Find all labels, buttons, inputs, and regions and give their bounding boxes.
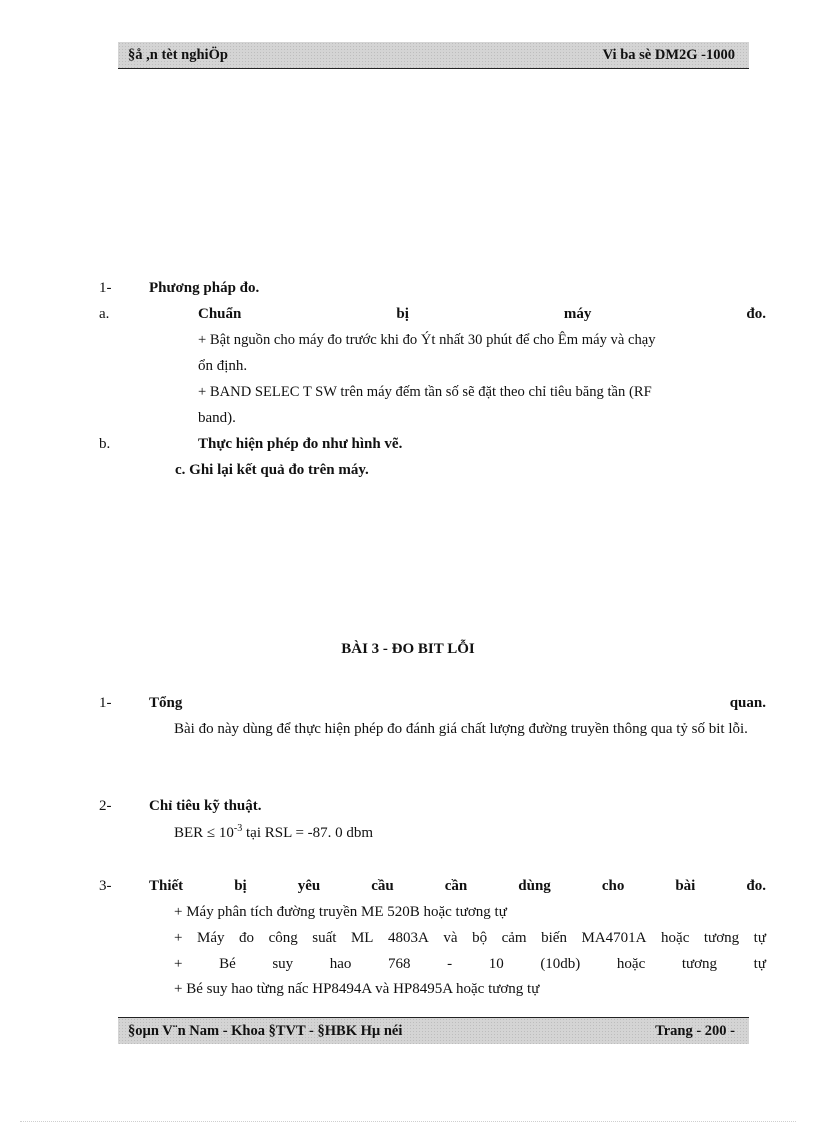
section-1-title: Phương pháp đo. xyxy=(149,280,260,296)
equipment-item-2-word: tự xyxy=(753,930,766,946)
s3-title-word: yêu xyxy=(297,878,321,894)
equipment-item-3-word: suy xyxy=(272,956,294,972)
lesson-section-2-title: Chỉ tiêu kỹ thuật. xyxy=(149,798,262,814)
item-a-word: bị xyxy=(396,306,409,322)
s3-title-word: bài xyxy=(675,878,696,894)
header-left-text: §å ,n tèt nghiÖp xyxy=(128,47,228,63)
item-b-label: b. xyxy=(99,436,111,452)
item-b-text: Thực hiện phép đo như hình vẽ. xyxy=(198,436,403,452)
equipment-item-3-word: tương xyxy=(681,956,718,972)
lesson-section-3-title xyxy=(149,876,766,896)
lesson-section-2-number: 2- xyxy=(99,798,112,814)
section-1-number: 1- xyxy=(99,280,112,296)
ber-spec xyxy=(174,823,373,843)
equipment-item-2-word: tương xyxy=(703,930,740,946)
lesson-section-1-word: Tổng xyxy=(149,695,183,711)
item-a-word: máy xyxy=(563,306,592,322)
s3-title-word: Thiết xyxy=(149,878,184,894)
s3-title-word: dùng xyxy=(518,878,551,894)
equipment-item-2-word: và xyxy=(443,930,458,946)
lesson-section-1-title xyxy=(149,693,766,713)
item-a-line-4: band). xyxy=(198,410,236,426)
equipment-item-3-word: tự xyxy=(753,956,766,972)
ber-suffix: tại RSL = -87. 0 dbm xyxy=(242,825,374,841)
s3-title-word: cho xyxy=(601,878,625,894)
equipment-item-2-word: biến xyxy=(541,930,567,946)
equipment-item-2-word: ML xyxy=(350,930,374,946)
equipment-item-2-word: suất xyxy=(312,930,337,946)
ber-exponent: -3 xyxy=(233,823,243,834)
s3-title-word: bị xyxy=(234,878,247,894)
equipment-item-2-word: Máy xyxy=(197,930,225,946)
equipment-item-2-word: cảm xyxy=(501,930,527,946)
item-a-line-1: + Bật nguồn cho máy đo trước khi đo Ýt nhất 30 phút để cho Êm máy và chạy xyxy=(198,332,656,348)
item-a-word: đo. xyxy=(746,306,766,322)
equipment-item-3 xyxy=(174,954,766,974)
footer-left-text: §oµn V¨n Nam - Khoa §TVT - §HBK Hµ néi xyxy=(128,1023,403,1039)
equipment-item-3-word: + xyxy=(174,956,183,972)
footer-page-number: Trang - 200 - xyxy=(655,1023,735,1039)
equipment-item-2-word: + xyxy=(174,930,183,946)
lesson-title: BÀI 3 - ĐO BIT LỖI xyxy=(341,641,475,657)
equipment-item-2-word: MA4701A xyxy=(581,930,647,946)
equipment-item-2-word: 4803A xyxy=(388,930,429,946)
page-footer xyxy=(118,1017,749,1044)
equipment-item-3-word: 10 xyxy=(488,956,504,972)
equipment-item-3-word: - xyxy=(447,956,453,972)
item-c-text: c. Ghi lại kết quả đo trên máy. xyxy=(175,462,369,478)
equipment-item-2-word: bộ xyxy=(472,930,488,946)
s3-title-word: đo. xyxy=(746,878,766,894)
item-a-label: a. xyxy=(99,306,110,322)
header-right-text: Vi ba sè DM2G -1000 xyxy=(602,47,735,63)
ber-prefix: BER ≤ 10 xyxy=(174,825,234,841)
lesson-section-1-number: 1- xyxy=(99,695,112,711)
equipment-item-2-word: đo xyxy=(239,930,255,946)
s3-title-word: cầu xyxy=(371,878,394,894)
item-a-line-2: ổn định. xyxy=(198,358,248,374)
lesson-section-1-paragraph: Bài đo này dùng để thực hiện phép đo đánh giá chất lượng đường truyền thông qua tỷ số bit lỗi. xyxy=(174,721,748,737)
item-a-word: Chuẩn xyxy=(198,306,242,322)
lesson-section-3-number: 3- xyxy=(99,878,112,894)
equipment-item-3-word: hoặc xyxy=(616,956,646,972)
equipment-item-3-word: (10db) xyxy=(540,956,581,972)
equipment-item-3-word: 768 xyxy=(388,956,411,972)
equipment-item-2 xyxy=(174,928,766,948)
equipment-item-3-word: hao xyxy=(329,956,352,972)
item-a-heading xyxy=(198,304,766,324)
equipment-item-1: + Máy phân tích đường truyền ME 520B hoặc tương tự xyxy=(174,904,507,920)
page-header xyxy=(118,42,749,69)
equipment-item-2-word: hoặc xyxy=(661,930,690,946)
item-a-line-3: + BAND SELEC T SW trên máy đếm tần số sẽ đặt theo chỉ tiêu băng tần (RF xyxy=(198,384,652,400)
equipment-item-3-word: Bé xyxy=(219,956,236,972)
equipment-item-4: + Bé suy hao từng nấc HP8494A và HP8495A hoặc tương tự xyxy=(174,981,540,997)
lesson-section-1-word: quan. xyxy=(729,695,766,711)
page-bottom-divider xyxy=(20,1121,796,1122)
equipment-item-2-word: công xyxy=(268,930,298,946)
s3-title-word: cần xyxy=(444,878,468,894)
